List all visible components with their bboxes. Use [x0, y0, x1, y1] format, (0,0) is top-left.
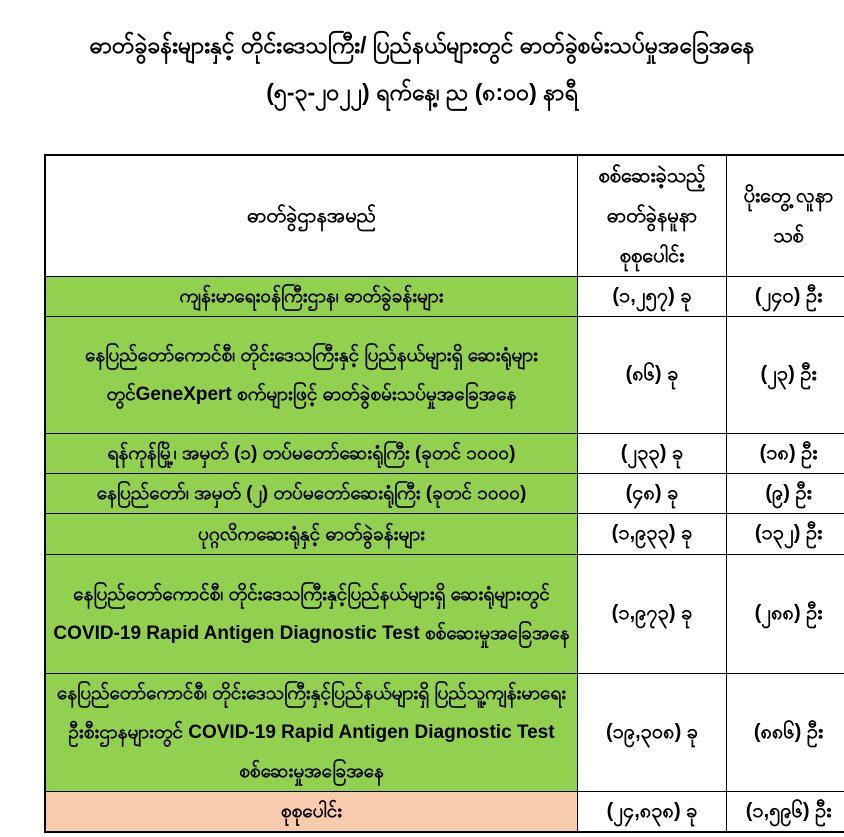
page-title — [0, 0, 844, 118]
table-row — [45, 317, 844, 434]
lab-name-cell: နေပြည်တော်ကောင်စီ၊ တိုင်းဒေသကြီးနှင့်ပြည်နယ်များရှိ ဆေးရုံများတွင် COVID-19 Rapid Antigen Diagnostic Test စစ်ဆေးမှုအခြေအနေ — [45, 555, 578, 674]
lab-name-cell: ပုဂ္ဂလိကဆေးရုံနှင့် ဓာတ်ခွဲခန်းများ — [45, 514, 578, 555]
column-header-lab-name: ဓာတ်ခွဲဌာနအမည် — [45, 155, 578, 277]
title-line-1: ဓာတ်ခွဲခန်းများနှင့် တိုင်းဒေသကြီး/ ပြည်နယ်များတွင် ဓာတ်ခွဲစမ်းသပ်မှုအခြေအနေ — [89, 32, 755, 58]
table-row — [45, 434, 844, 474]
lab-name-cell: ရန်ကုန်မြို့၊ အမှတ် (၁) တပ်မတော်ဆေးရုံကြီး (ခုတင် ၁၀၀၀) — [45, 434, 578, 474]
column-header-samples-tested: စစ်ဆေးခဲ့သည့် ဓာတ်ခွဲနမူနာ စုစုပေါင်း — [578, 155, 727, 277]
title-line-2: (၅-၃-၂၀၂၂) ရက်နေ့၊ ည (၈:၀၀) နာရီ — [266, 79, 578, 105]
positives-cell: (၁၃၂) ဦး — [727, 514, 844, 555]
samples-cell: (၁၉,၃၀၈) ခု — [578, 674, 727, 792]
table-header-row — [45, 155, 844, 277]
table-row — [45, 474, 844, 514]
total-label-cell: စုစုပေါင်း — [45, 792, 578, 833]
samples-cell: (၁,၂၅၇) ခု — [578, 277, 727, 317]
samples-cell: (၁,၉၇၃) ခု — [578, 555, 727, 674]
lab-test-results-table — [44, 154, 844, 833]
positives-cell: (၂၃) ဦး — [727, 317, 844, 434]
total-positives-cell: (၁,၅၉၆) ဦး — [727, 792, 844, 833]
positives-cell: (၂၈၈) ဦး — [727, 555, 844, 674]
table-row — [45, 277, 844, 317]
positives-cell: (၂၄၀) ဦး — [727, 277, 844, 317]
table-row — [45, 674, 844, 792]
column-header-new-positives: ပိုးတွေ့ လူနာသစ် — [727, 155, 844, 277]
total-samples-cell: (၂၄,၈၃၈) ခု — [578, 792, 727, 833]
samples-cell: (၁,၉၃၃) ခု — [578, 514, 727, 555]
samples-cell: (၂၃၃) ခု — [578, 434, 727, 474]
lab-name-cell: နေပြည်တော်၊ အမှတ် (၂) တပ်မတော်ဆေးရုံကြီး (ခုတင် ၁၀၀၀) — [45, 474, 578, 514]
positives-cell: (၈၈၆) ဦး — [727, 674, 844, 792]
table-row — [45, 555, 844, 674]
lab-name-cell: နေပြည်တော်ကောင်စီ၊ တိုင်းဒေသကြီးနှင့် ပြည်နယ်များရှိ ဆေးရုံများတွင်GeneXpert စက်များဖြင့် ဓာတ်ခွဲစမ်းသပ်မှုအခြေအနေ — [45, 317, 578, 434]
table-row — [45, 514, 844, 555]
samples-cell: (၈၆) ခု — [578, 317, 727, 434]
table-total-row — [45, 792, 844, 833]
positives-cell: (၁၈) ဦး — [727, 434, 844, 474]
lab-name-cell: ကျန်းမာရေးဝန်ကြီးဌာန၊ ဓာတ်ခွဲခန်းများ — [45, 277, 578, 317]
lab-name-cell: နေပြည်တော်ကောင်စီ၊ တိုင်းဒေသကြီးနှင့်ပြည်နယ်များရှိ ပြည်သူ့ကျန်းမာရေးဦးစီးဌာနများတွင် COVID-19 Rapid Antigen Diagnostic Test စစ်ဆေးမှုအခြေအနေ — [45, 674, 578, 792]
samples-cell: (၄၈) ခု — [578, 474, 727, 514]
positives-cell: (၉) ဦး — [727, 474, 844, 514]
